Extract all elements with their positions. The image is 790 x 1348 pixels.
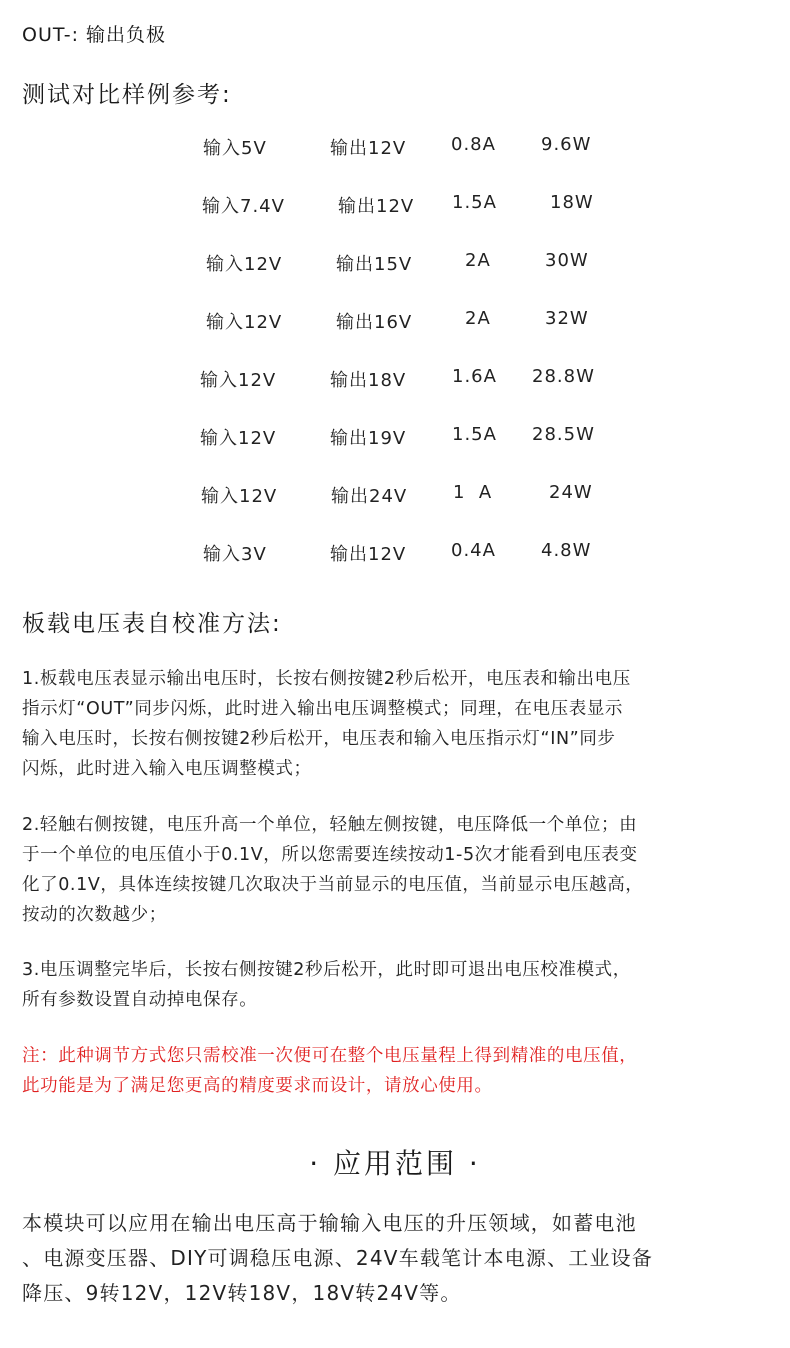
application-line: 、电源变压器、DIY可调稳压电源、24V车载笔计本电源、工业设备 <box>22 1246 654 1270</box>
power-cell: 24W <box>549 482 593 503</box>
power-cell: 28.8W <box>532 366 595 387</box>
current-cell: 1.5A <box>452 192 497 213</box>
paragraph-line: 输入电压时，长按右侧按键2秒后松开，电压表和输入电压指示灯“IN”同步 <box>22 729 616 749</box>
output-voltage-cell: 输出15V <box>336 254 413 275</box>
power-cell: 4.8W <box>541 540 592 561</box>
input-voltage-cell: 输入5V <box>203 138 267 159</box>
test-comparison-heading: 测试对比样例参考: <box>22 82 232 108</box>
output-voltage-cell: 输出19V <box>330 428 407 449</box>
output-voltage-cell: 输出12V <box>330 138 407 159</box>
power-cell: 32W <box>545 308 589 329</box>
out-minus-description: OUT-: 输出负极 <box>22 24 167 46</box>
application-line: 降压、9转12V，12V转18V，18V转24V等。 <box>22 1281 462 1305</box>
input-voltage-cell: 输入12V <box>206 254 283 275</box>
input-voltage-cell: 输入12V <box>200 370 277 391</box>
input-voltage-cell: 输入12V <box>200 428 277 449</box>
input-voltage-cell: 输入12V <box>206 312 283 333</box>
note-line: 此功能是为了满足您更高的精度要求而设计，请放心使用。 <box>22 1076 493 1096</box>
input-voltage-cell: 输入7.4V <box>202 196 285 217</box>
calibration-step-2 <box>22 810 774 930</box>
paragraph-line: 指示灯“OUT”同步闪烁，此时进入输出电压调整模式；同理，在电压表显示 <box>22 699 624 719</box>
power-cell: 28.5W <box>532 424 595 445</box>
calibration-step-3 <box>22 955 774 1015</box>
paragraph-line: 按动的次数越少； <box>22 905 167 925</box>
power-cell: 18W <box>550 192 594 213</box>
application-line: 本模块可以应用在输出电压高于输输入电压的升压领域，如蓄电池 <box>22 1211 637 1235</box>
application-scope-text <box>22 1206 774 1311</box>
paragraph-line: 化了0.1V，具体连续按键几次取决于当前显示的电压值，当前显示电压越高， <box>22 875 644 895</box>
input-voltage-cell: 输入3V <box>203 544 267 565</box>
calibration-heading: 板载电压表自校准方法: <box>22 611 282 637</box>
current-cell: 0.4A <box>451 540 496 561</box>
output-voltage-cell: 输出12V <box>338 196 415 217</box>
power-cell: 9.6W <box>541 134 592 155</box>
output-voltage-cell: 输出16V <box>336 312 413 333</box>
current-cell: 2A <box>465 308 491 329</box>
paragraph-line: 2.轻触右侧按键，电压升高一个单位，轻触左侧按键，电压降低一个单位；由 <box>22 815 638 835</box>
application-scope-title: · 应用范围 · <box>309 1147 481 1180</box>
paragraph-line: 闪烁，此时进入输入电压调整模式； <box>22 759 312 779</box>
current-cell: 1 A <box>453 482 493 503</box>
paragraph-line: 1.板载电压表显示输出电压时，长按右侧按键2秒后松开，电压表和输出电压 <box>22 669 631 689</box>
output-voltage-cell: 输出12V <box>330 544 407 565</box>
power-cell: 30W <box>545 250 589 271</box>
output-voltage-cell: 输出18V <box>330 370 407 391</box>
calibration-step-1 <box>22 664 774 784</box>
current-cell: 1.6A <box>452 366 497 387</box>
paragraph-line: 于一个单位的电压值小于0.1V，所以您需要连续按动1-5次才能看到电压表变 <box>22 845 638 865</box>
input-voltage-cell: 输入12V <box>201 486 278 507</box>
paragraph-line: 3.电压调整完毕后，长按右侧按键2秒后松开，此时即可退出电压校准模式， <box>22 960 631 980</box>
current-cell: 1.5A <box>452 424 497 445</box>
calibration-note <box>22 1041 774 1101</box>
output-voltage-cell: 输出24V <box>331 486 408 507</box>
paragraph-line: 所有参数设置自动掉电保存。 <box>22 990 258 1010</box>
current-cell: 0.8A <box>451 134 496 155</box>
note-line: 注：此种调节方式您只需校准一次便可在整个电压量程上得到精准的电压值， <box>22 1046 638 1066</box>
current-cell: 2A <box>465 250 491 271</box>
